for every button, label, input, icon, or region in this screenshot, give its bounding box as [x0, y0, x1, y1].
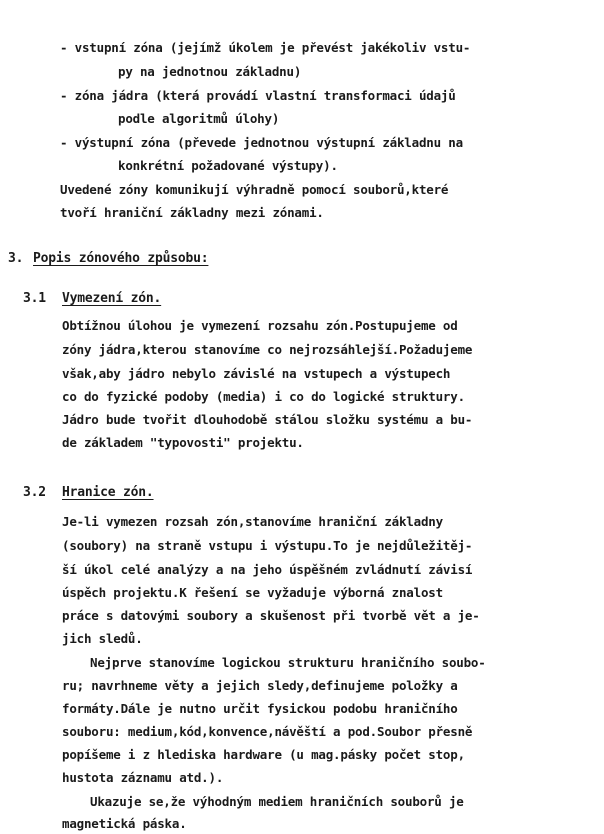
section-3-2-para2-line: souboru: medium,kód,konvence,návěští a pod.Soubor přesně	[62, 724, 473, 739]
zones-summary-line1: Uvedené zóny komunikují výhradně pomocí souborů,které	[60, 182, 449, 197]
section-3-2-para1-line: (soubory) na straně vstupu i výstupu.To je nejdůležitěj-	[62, 538, 473, 553]
section-3-1-line: co do fyzické podoby (media) i co do logické struktury.	[62, 389, 465, 404]
section-3-2-para2-line: formáty.Dále je nutno určit fysickou podobu hraničního	[62, 701, 458, 716]
section-3-2-para1-line: ší úkol celé analýzy a na jeho úspěšném zvládnutí závisí	[62, 562, 473, 577]
section-3-2-para1-line: práce s datovými soubory a skušenost při tvorbě vět a je-	[62, 608, 480, 623]
zone-item-core-line2: podle algoritmů úlohy)	[118, 111, 280, 126]
section-3-1-number: 3.1	[23, 291, 46, 306]
section-3-2-para1-line: úspěch projektu.K řešení se vyžaduje výborná znalost	[62, 585, 443, 600]
section-3-1-line: Jádro bude tvořit dlouhodobě stálou složku systému a bu-	[62, 412, 473, 427]
zone-item-input-line2: py na jednotnou základnu)	[118, 64, 302, 79]
section-3-2-para3-line: Ukazuje se,že výhodným mediem hraničních souborů je	[90, 794, 464, 809]
section-3-2-para2-line: popíšeme i z hlediska hardware (u mag.pásky počet stop,	[62, 747, 465, 762]
section-3-1-title: Vymezení zón.	[62, 291, 162, 306]
section-3-2-para1-line: Je-li vymezen rozsah zón,stanovíme hraniční základny	[62, 514, 443, 529]
section-3-1-line: de základem "typovosti" projektu.	[62, 435, 304, 450]
section-3-number: 3.	[8, 251, 24, 266]
zone-item-output-line1: - výstupní zóna (převede jednotnou výstupní základnu na	[60, 135, 463, 150]
section-3-title: Popis zónového způsobu:	[33, 251, 209, 266]
zone-item-core-line1: - zóna jádra (která provádí vlastní transformaci údajů	[60, 88, 456, 103]
section-3-2-para2-line: Nejprve stanovíme logickou strukturu hraničního soubo-	[90, 655, 486, 670]
section-3-2-para1-line: jich sledů.	[62, 631, 143, 646]
zone-item-output-line2: konkrétní požadované výstupy).	[118, 158, 338, 173]
section-3-2-title: Hranice zón.	[62, 485, 154, 500]
zones-summary-line2: tvoří hraniční základny mezi zónami.	[60, 205, 324, 220]
section-3-2-para2-line: ru; navrhneme věty a jejich sledy,definujeme položky a	[62, 678, 458, 693]
zone-item-input-line1: - vstupní zóna (jejímž úkolem je převést jakékoliv vstu-	[60, 40, 471, 55]
section-3-2-para3-line: magnetická páska.	[62, 816, 187, 831]
section-3-1-line: však,aby jádro nebylo závislé na vstupech a výstupech	[62, 366, 451, 381]
section-3-1-line: zóny jádra,kterou stanovíme co nejrozsáhlejší.Požadujeme	[62, 342, 473, 357]
section-3-2-para2-line: hustota záznamu atd.).	[62, 770, 224, 785]
section-3-1-line: Obtížnou úlohou je vymezení rozsahu zón.Postupujeme od	[62, 318, 458, 333]
section-3-2-number: 3.2	[23, 485, 46, 500]
